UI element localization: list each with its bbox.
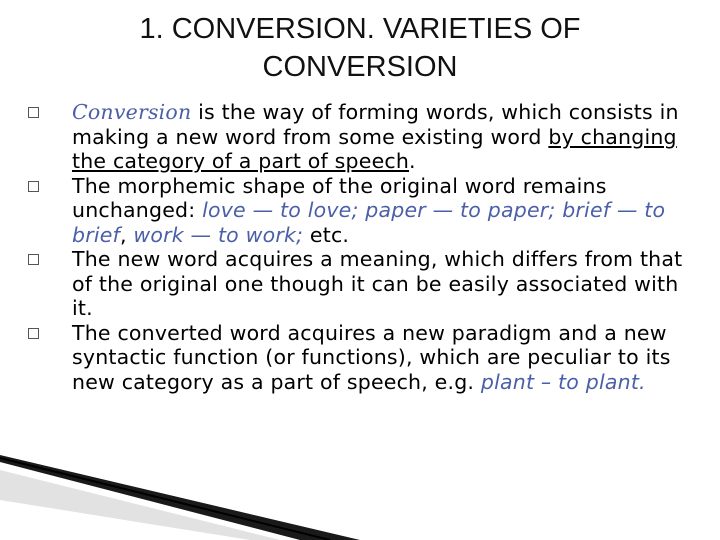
bullet-2-examples-2: work — to work; [133,222,304,247]
slide-title [0,10,720,86]
bullet-item-3 [28,247,696,321]
bullet-3-text: The new word acquires a meaning, which differs from that of the original one though it can be easily associated with it. [72,247,683,320]
bullet-item-2 [28,174,696,248]
term-conversion: Conversion [72,100,192,124]
bullet-square-icon [28,107,39,118]
bullet-1-underlined: by changing the category of a part of speech [72,124,677,173]
bullet-1-text: is the way of forming words, which consists in making a new word from some existing word [72,100,679,149]
bullet-square-icon [28,328,39,339]
bullet-square-icon [28,254,39,265]
bullet-4-examples: plant – to plant. [480,369,646,394]
bullet-item-4 [28,321,696,395]
bullet-2-end: etc. [303,222,350,247]
bullet-2-examples: love — to love; paper — to paper; brief — to brief [72,198,666,247]
bullet-item-1 [28,100,696,174]
bullet-2-comma: , [119,222,134,247]
slide-body [28,100,696,394]
bullet-square-icon [28,181,39,192]
title-line-2: CONVERSION [262,51,458,83]
bullet-2-text: The morphemic shape of the original word remains unchanged: [72,173,607,222]
title-line-1: 1. CONVERSION. VARIETIES OF [139,13,581,45]
bullet-4-text: The converted word acquires a new paradigm and a new syntactic function (or functions), which are peculiar to its new category as a part of speech, e.g. [72,320,671,394]
bullet-1-end: . [409,149,416,173]
